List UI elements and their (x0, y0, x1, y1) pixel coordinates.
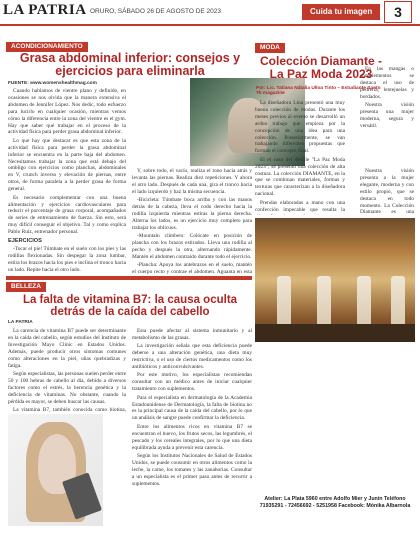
article1-title: Grasa abdominal inferior: consejos y ejercicios para eliminarla (19, 51, 241, 79)
article2-column-3 (360, 168, 414, 216)
paragraph: Nuestra visión presenta a la mujer elegante, moderna y con estilo propio, que se destaca en todo momento. La Colección Diamante es una (360, 168, 414, 216)
article2-byline: Por: Lic. Tatiana Nátalia Ulloa Tinto – Estudiante Santo Tk magazine (256, 86, 381, 96)
paragraph: Es necesario complementar con una buena alimentación y ejercicios cardiovasculares para reducir el porcentaje de grasa corporal, acompañados de series de entrenamiento de fuerza. Sin esto, será muy difícil conseguir el objetivo. Tal y como explica Pablo Ruiz, entrenador personal. (8, 194, 126, 236)
paragraph: Cuando hablamos de vientre plano y definido, en ocasiones se nos olvida que la manera extensiva el abdomen de Jennifer López. Nos dedic, todo esfuerzo para lucirlo en cualquier ocasión, mientras vemos cómo la diferencia entre la zona del vientre es el gym. Hay que saber qué trabajar en el proceso de la actividad física para perder grasa abdominal inferior. (8, 88, 126, 136)
article3-column-1 (8, 328, 126, 412)
article2-column-1 (255, 100, 345, 215)
paragraph: Por este motivo, los especialistas recomiendan consultar con un médico antes de iniciar cualquier tratamiento con suplementos. (132, 372, 252, 393)
hair-loss-photo (8, 414, 103, 526)
issue-date: ORURO, SÁBADO 26 DE AGOSTO DE 2023 (90, 8, 222, 15)
newspaper-logo: LA PATRIA (3, 2, 87, 18)
paragraph: -Plancha: Apoya los antebrazos en el suelo, mantén el cuerpo recto y contrae el abdomen. Aguanta en esta (132, 262, 252, 274)
article3-tag: BELLEZA (6, 282, 46, 292)
paragraph: La diseñadora Lina presentó una muy buena colección de modas. Durante los meses previos al evento se desarrolló un arduo trabajo que empieza por la concepción de una idea para una colección. Posteriormente, se van trabajando diferentes propuestas que forman el concepto final. (255, 100, 345, 155)
paragraph: En las mangas o complementos se destaca el uso de pedrería, lentejuelas y bordados. (360, 66, 414, 100)
article2-caption: Atelier: La Plata 5960 entre Adolfo Mier y Junín Teléfono 71935291 - 72456692 - 5251958 Facebook: Mónika Albarnola (259, 496, 411, 509)
article2-title: Colección Diamante - La Paz Moda 2023 (259, 54, 383, 81)
section-divider (6, 276, 252, 280)
article2-column-2 (360, 66, 414, 166)
paragraph: -Bicicleta: Túmbate boca arriba y con las manos detrás de la cabeza, lleva el codo derecho hacia la rodilla izquierda mientras estiras la pierna derecha. Alterna los lados, es un ejercicio muy completo para trabajar los oblicuos. (132, 197, 252, 231)
section-label: Cuida tu imagen (302, 4, 380, 20)
article1-source: FUENTE: www.womenshealthmag.com (8, 81, 97, 86)
article1-column-1 (8, 88, 126, 274)
article1-tag: ACONDICIONAMIENTO (6, 42, 88, 52)
article3-title: La falta de vitamina B7: la causa oculta detrás de la caída del cabello (22, 294, 238, 319)
paragraph: Según especialistas, las personas suelen perder entre 50 y 100 hebras de cabello al día, debido a diversos factores como el estrés, la herencia genética y la deficiencia de vitaminas. No obstante, cuando la pérdida es mayor, se deben buscar las causas. (8, 370, 126, 405)
paragraph: Entre los alimentos ricos en vitamina B7 se encuentran el huevo, los frutos secos, las legumbres, el pescado y los cereales integrales, por lo que una dieta equilibrada ayuda a prevenir esta carencia. (132, 423, 252, 451)
paragraph: La carencia de vitamina B7 puede ser determinante en la caída del cabello, según estudios del Instituto de Investigación Mayo Clinic en Estados Unidos. Además, puede producir otros síntomas comunes como alteraciones en la piel, uñas quebradizas y fatiga. (8, 328, 126, 369)
paragraph: Para el especialista en dermatología de la Academia Estadounidense de Dermatología, la falta de biotina no es la principal causa de la caída del cabello, por lo que un análisis de sangre puede confirmar la deficiencia. (132, 394, 252, 422)
fashion-runway-photo (255, 218, 415, 342)
article1-column-2 (132, 168, 252, 274)
paragraph: El el caso del desfile "La Paz Moda 2023", se presentó una colección de alta costura. La colección DIAMANTE, en la que se combinan materiales, formas y texturas que caracterizan a la diseñadora nacional. (255, 156, 345, 198)
article1-subhead: EJERCICIOS (8, 238, 42, 245)
runway-floor (255, 324, 415, 342)
paragraph: Nuestra visión presenta una mujer moderna, segura y versátil. (360, 102, 414, 129)
paragraph: -Mountain climbers: Colócate en posición de plancha con los brazos estirados. Lleva una rodilla al pecho y después la otra, alternando rápidamente. Mantén el abdomen contraído durante todo el ejercicio. (132, 233, 252, 260)
article2-tag: MODA (255, 43, 285, 53)
article3-source: LA PATRIA (8, 320, 33, 325)
paragraph: La investigación señala que esta deficiencia puede deberse a una alteración genética, una dieta muy restrictiva, o el uso de ciertos medicamentos como los antibióticos y anticonvulsivantes. (132, 343, 252, 371)
paragraph: Lo que hay que destacar es que esta zona de la actividad física para perder la grasa abdominal inferior se encuentra en la parte baja del abdomen. Necesitamos trabajar la zona que está debajo del ombligo con ejercicios como planchas, abdominales en V, crunch inverso y elevación de piernas, entre otros, de forma paralela a la perder grasa de forma general. (8, 137, 126, 193)
paragraph: Esta puede afectar al sistema inmunitario y al metabolismo de las grasas. (132, 328, 252, 341)
paragraph: Según los Institutos Nacionales de Salud de Estados Unidos, se puede consumir en otros alimentos como la leche, la carne, los tomates y las zanahorias. Consultar a un especialista es el primer paso antes de recurrir a suplementos. (132, 452, 252, 487)
article3-column-2 (132, 328, 252, 528)
paragraph: Prendas elaboradas a mano con una confección impecable que resalta la (255, 199, 345, 213)
paragraph: -Tocar el pie! Túmbate en el suelo con los pies y las rodillas flexionadas. Sin despegar la zona lumbar, estira los brazos hacia los pies e inclina el tronco hacia un lado. Repite hacia el otro lado. (8, 246, 126, 274)
page-number: 3 (384, 1, 412, 23)
paragraph: Y, sobre todo, el vacío, realiza el tono hacia atrás y levanta las piernas. Realiza diez repeticiones. Y ahora el otro lado. Después de cada una, gira el tronco hacia el lado izquierdo y haz la misma secuencia. (132, 168, 252, 195)
paragraph: La vitamina B7, también conocida como biotina, (13, 406, 126, 412)
page-header (0, 0, 420, 26)
